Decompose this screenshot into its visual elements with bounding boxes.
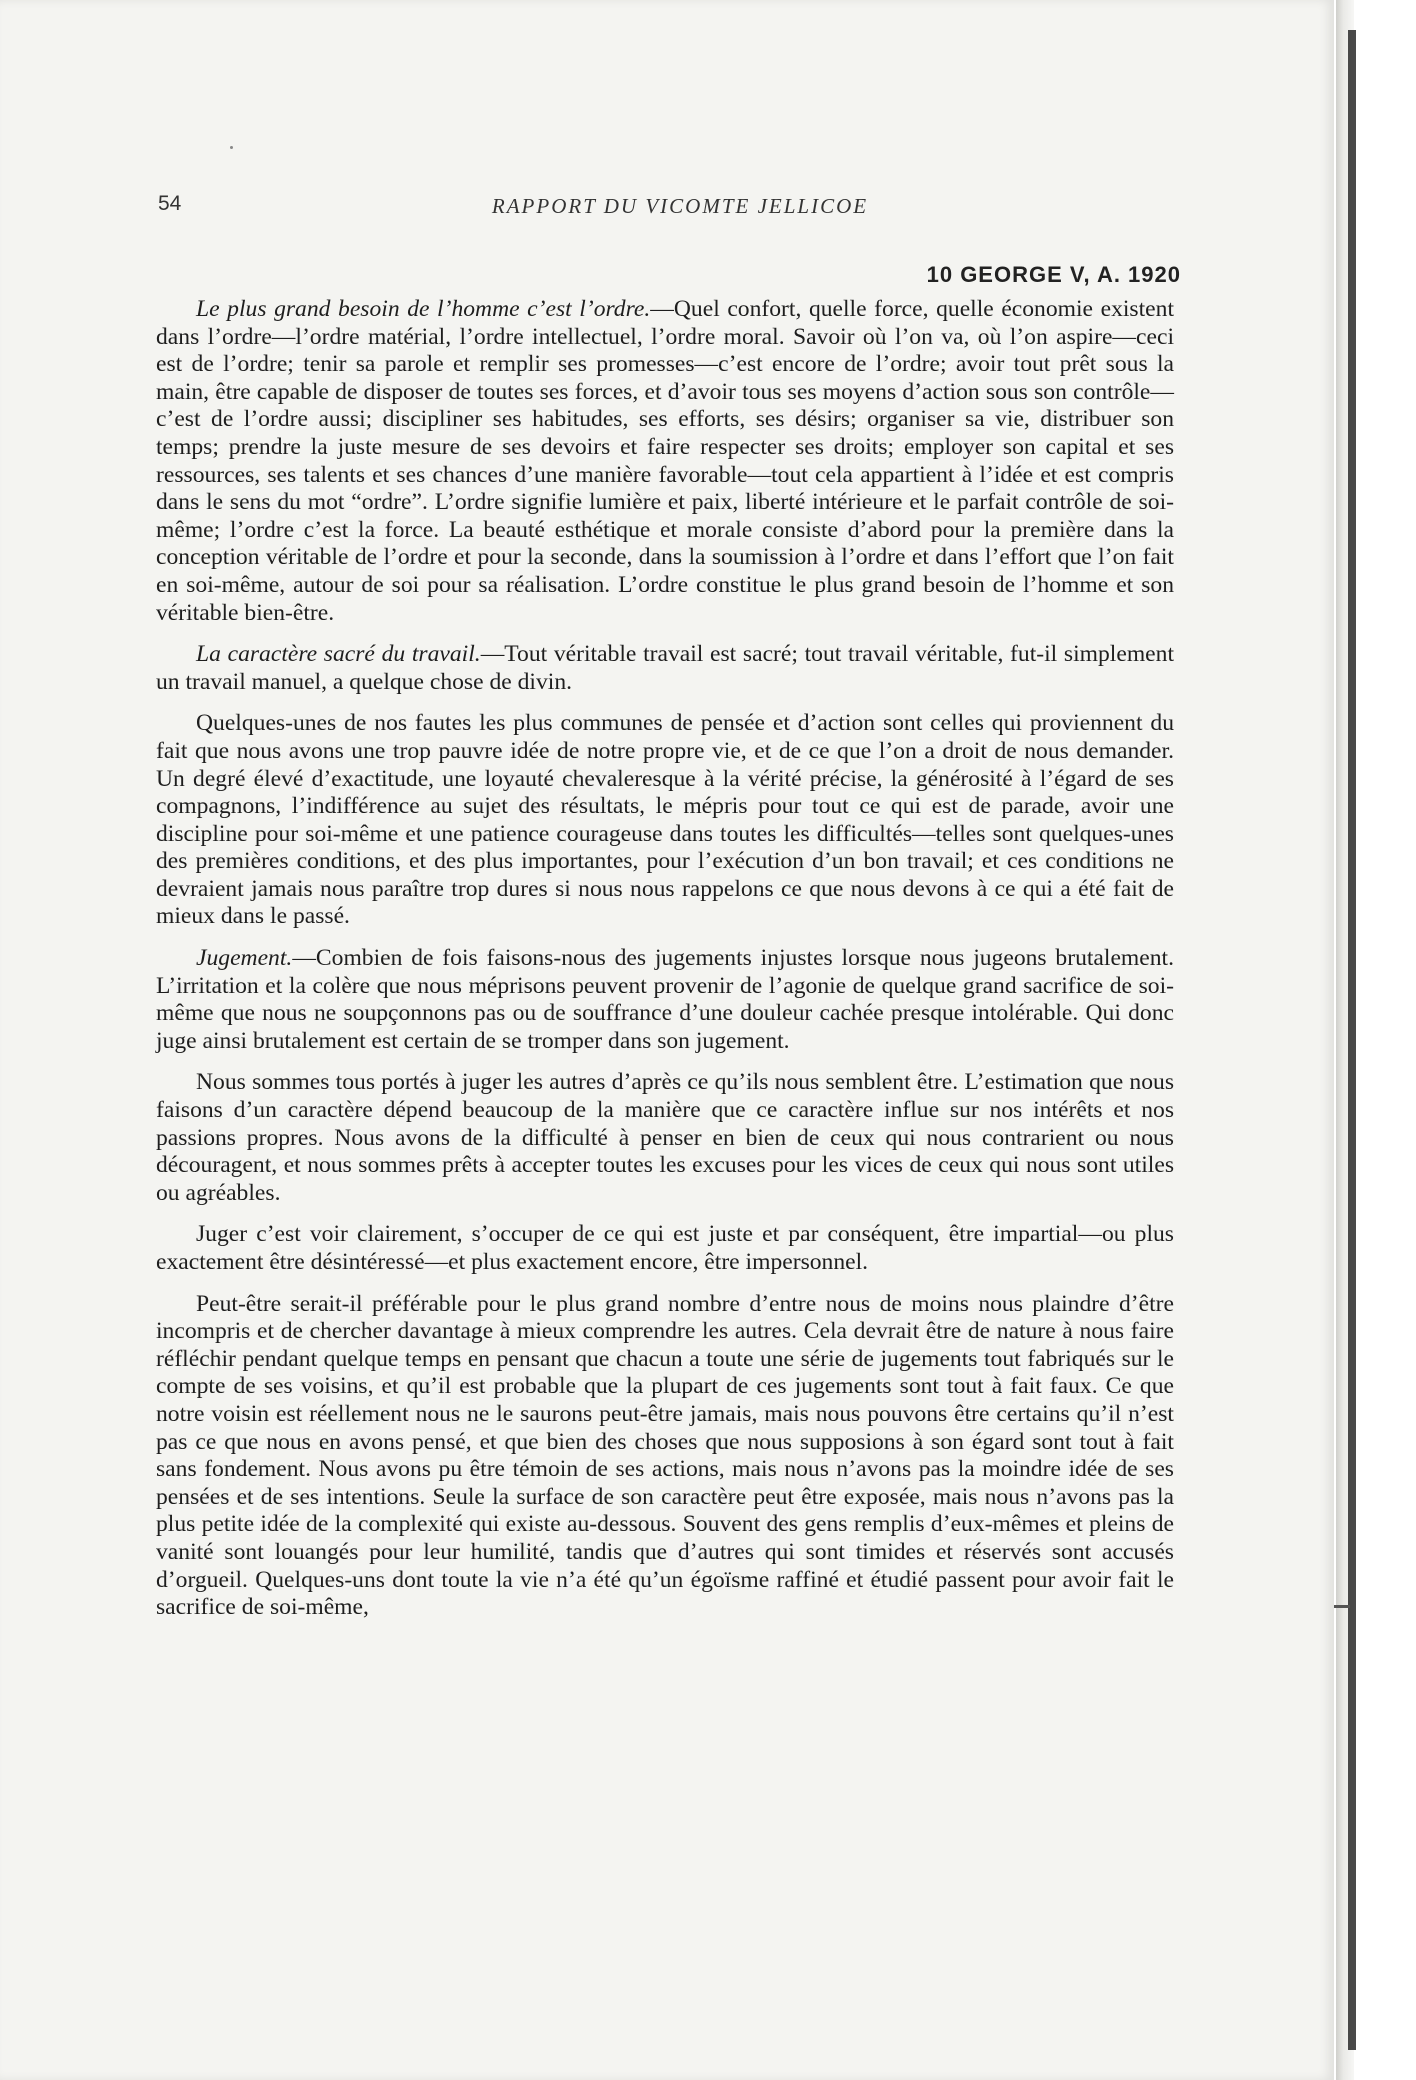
paragraph-text: Juger c’est voir clairement, s’occuper de ce qui est juste et par conséquent, être impartial—ou plus exactement être désintéressé—et plus exactement encore, être impersonnel. — [156, 1221, 1174, 1275]
paragraph-portes — [156, 1069, 1174, 1207]
paragraph-text: —Tout véritable travail est sacré; tout travail véritable, fut-il simplement un travail manuel, a quelque chose de divin. — [156, 641, 1174, 695]
paragraph-text: —Quel confort, quelle force, quelle économie existent dans l’ordre—l’ordre matérial, l’ordre intellectuel, l’ordre moral. Savoir où l’on va, où l’on aspire—ceci est de l’ordre; tenir sa parole et remplir ses promesses—c’est encore de l’ordre; avoir tout prêt sous la main, être capable de disposer de toutes ses forces, et d’avoir tous ses moyens d’action sous son contrôle—c’est de l’ordre aussi; discipliner ses habitudes, ses efforts, ses désirs; organiser sa vie, distribuer son temps; prendre la juste mesure de ses devoirs et faire respecter ses droits; employer son capital et ses ressources, ses talents et ses chances d’une manière favorable—tout cela appartient à l’idée et est compris dans le sens du mot “ordre”. L’ordre signifie lumière et paix, liberté intérieure et le parfait contrôle de soi-même; l’ordre c’est la force. La beauté esthétique et morale consiste d’abord pour la première dans la conception véritable de l’ordre et pour la seconde, dans la soumission à l’ordre et dans l’effort que l’on fait en soi-même, autour de soi pour sa réalisation. L’ordre constitue le plus grand besoin de l’homme et son véritable bien-être. — [156, 296, 1174, 626]
paper-speck — [230, 146, 233, 149]
paragraph-juger — [156, 1221, 1174, 1276]
running-title: RAPPORT DU VICOMTE JELLICOE — [491, 194, 869, 218]
paragraph-fautes — [156, 710, 1174, 931]
paragraph-text: Peut-être serait-il préférable pour le plus grand nombre d’entre nous de moins nous plaindre d’être incompris et de chercher davantage à mieux comprendre les autres. Cela devrait être de nature à nous faire réfléchir pendant quelque temps en pensant que chacun a toute une série de jugements tout fabriqués sur le compte de ses voisins, et qu’il est probable que la plupart de ces jugements sont tout à fait faux. Ce que notre voisin est réellement nous ne le saurons peut-être jamais, mais nous pouvons être certains qu’il n’est pas ce que nous en avons pensé, et que bien des choses que nous supposions à son égard sont tout à fait sans fondement. Nous avons pu être témoin de ses actions, mais nous n’avons pas la moindre idée de ses pensées et de ses intentions. Seule la surface de son caractère peut être exposée, mais nous n’avons pas la plus petite idée de la complexité qui existe au-dessous. Souvent des gens remplis d’eux-mêmes et pleins de vanité sont louangés pour leur humilité, tandis que d’autres qui sont timides et réservés sont accusés d’orgueil. Quelques-uns dont toute la vie n’a été qu’un égoïsme raffiné et étudié passent pour avoir fait le sacrifice de soi-même, — [156, 1290, 1174, 1621]
paragraph-heading: La caractère sacré du travail. — [196, 641, 481, 668]
binding-edge — [1348, 30, 1356, 2050]
paragraph-travail — [156, 641, 1174, 696]
session-label: 10 GEORGE V, A. 1920 — [926, 262, 1181, 287]
paragraph-ordre — [156, 296, 1174, 627]
paragraph-text: —Combien de fois faisons-nous des jugements injustes lorsque nous jugeons brutalement. L’irritation et la colère que nous méprisons peuvent provenir de l’agonie de quelque grand sacrifice de soi-même que nous ne soupçonnons pas ou de souffrance d’une douleur cachée presque intolérable. Qui donc juge ainsi brutalement est certain de se tromper dans son jugement. — [156, 945, 1174, 1054]
paragraph-heading: Jugement. — [196, 945, 293, 972]
page-edge-mark — [1334, 1605, 1350, 1608]
paragraph-jugement — [156, 945, 1174, 1055]
paragraph-peut-etre — [156, 1291, 1174, 1622]
body-text — [156, 296, 1174, 1636]
page-number: 54 — [158, 192, 182, 215]
paragraph-heading: Le plus grand besoin de l’homme c’est l’ordre. — [196, 296, 651, 322]
paragraph-text: Quelques-unes de nos fautes les plus communes de pensée et d’action sont celles qui proviennent du fait que nous avons une trop pauvre idée de notre propre vie, et de ce que l’on a droit de nous demander. Un degré élevé d’exactitude, une loyauté chevaleresque à la vérité précise, la générosité à l’égard de ses compagnons, l’indifférence au sujet des résultats, le mépris pour tout ce qui est de parade, avoir une discipline pour soi-même et une patience courageuse dans toutes les difficultés—telles sont quelques-unes des premières conditions, et des plus importantes, pour l’exécution d’un bon travail; et ces conditions ne devraient jamais nous paraître trop dures si nous nous rappelons ce que nous devons à ce qui a été fait de mieux dans le passé. — [156, 710, 1174, 930]
paragraph-text: Nous sommes tous portés à juger les autres d’après ce qu’ils nous semblent être. L’estimation que nous faisons d’un caractère dépend beaucoup de la manière que ce caractère influe sur nos intérêts et nos passions propres. Nous avons de la difficulté à penser en bien de ceux qui nous contrarient ou nous découragent, et nous sommes prêts à accepter toutes les excuses pour les vices de ceux qui nous sont utiles ou agréables. — [156, 1069, 1174, 1206]
